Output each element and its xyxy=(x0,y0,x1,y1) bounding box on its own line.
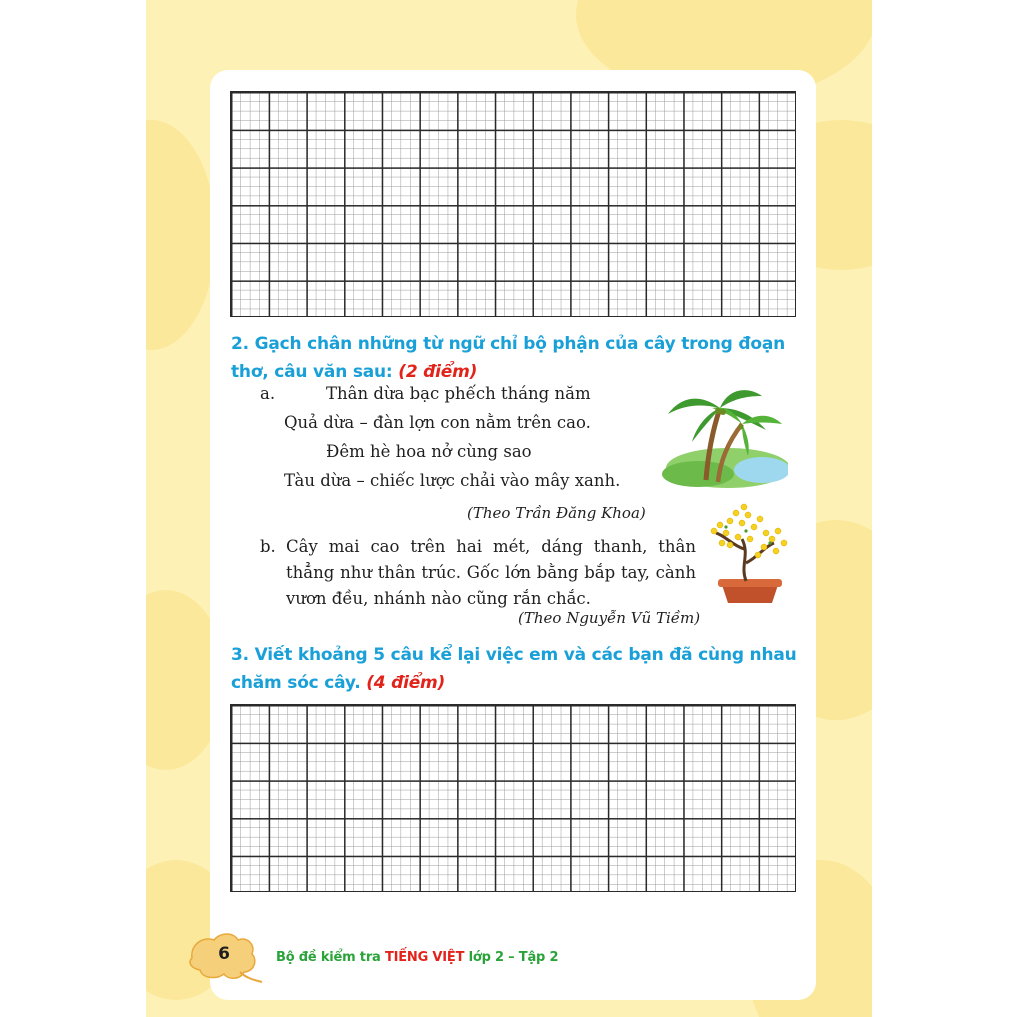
footer-book-title xyxy=(276,950,558,965)
question-3-heading xyxy=(231,641,811,697)
poem-line-3: Đêm hè hoa nở cùng sao xyxy=(326,442,532,461)
part-b-source: (Theo Nguyễn Vũ Tiềm) xyxy=(518,609,701,627)
writing-grid-bottom[interactable] xyxy=(230,704,796,892)
poem-line-2: Quả dừa – đàn lợn con nằm trên cao. xyxy=(284,413,591,432)
page-number: 6 xyxy=(218,944,230,964)
decor-blob xyxy=(146,120,216,350)
question-2-number: 2. xyxy=(231,334,249,354)
part-b-text: Cây mai cao trên hai mét, dáng thanh, thân thẳng như thân trúc. Gốc lớn bằng bắp tay, cành vươn đều, nhánh nào cũng rắn chắc. xyxy=(286,537,696,608)
part-a-marker: a. xyxy=(260,384,276,403)
question-2-text: Gạch chân những từ ngữ chỉ bộ phận của cây trong đoạn thơ, câu văn sau: xyxy=(231,334,785,382)
poem-line-1: Thân dừa bạc phếch tháng năm xyxy=(326,384,591,403)
question-3-number: 3. xyxy=(231,645,249,665)
question-3-points: (4 điểm) xyxy=(366,673,446,693)
apricot-blossom-bonsai-illustration xyxy=(700,503,800,607)
footer-book-subject: TIẾNG VIỆT xyxy=(384,950,465,965)
question-2-points: (2 điểm) xyxy=(398,362,478,382)
question-3-text: Viết khoảng 5 câu kể lại việc em và các bạn đã cùng nhau chăm sóc cây. xyxy=(231,645,797,693)
question-2-heading xyxy=(231,330,811,386)
coconut-tree-illustration xyxy=(658,384,788,490)
footer-book-suffix: lớp 2 – Tập 2 xyxy=(464,950,559,965)
footer-book-prefix: Bộ đề kiểm tra xyxy=(276,950,385,965)
poem-line-4: Tàu dừa – chiếc lược chải vào mây xanh. xyxy=(284,471,621,490)
part-b-marker: b. xyxy=(260,537,276,556)
writing-grid-top[interactable] xyxy=(230,91,796,317)
part-b-paragraph xyxy=(260,534,696,612)
part-a-source: (Theo Trần Đăng Khoa) xyxy=(467,504,646,522)
